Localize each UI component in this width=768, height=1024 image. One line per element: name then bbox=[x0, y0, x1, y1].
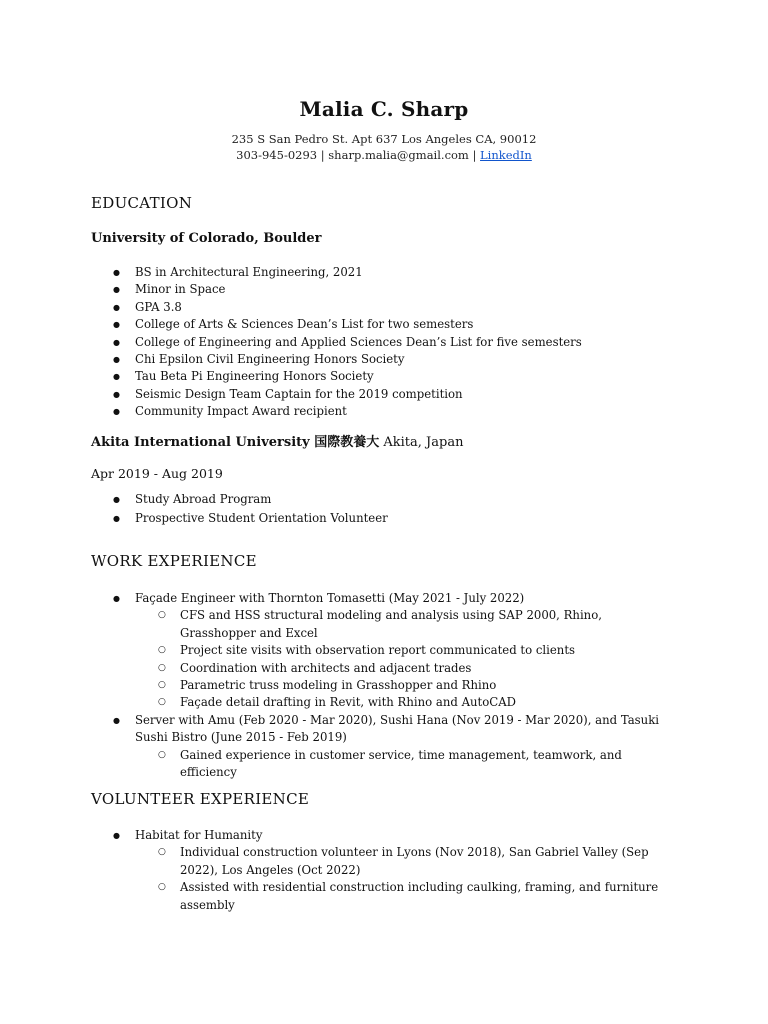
work-heading: WORK EXPERIENCE bbox=[91, 552, 257, 570]
list-item: ● BS in Architectural Engineering, 2021 bbox=[135, 264, 695, 281]
colorado-list bbox=[135, 264, 695, 421]
school-colorado-name: University of Colorado, Boulder bbox=[91, 231, 322, 246]
akita-dates: Apr 2019 - Aug 2019 bbox=[91, 466, 223, 481]
volunteer-title: Habitat for Humanity bbox=[135, 828, 263, 842]
list-item: ● GPA 3.8 bbox=[135, 299, 695, 316]
volunteer-list bbox=[135, 827, 695, 914]
list-item: ● Tau Beta Pi Engineering Honors Society bbox=[135, 368, 695, 385]
school-akita-jp: 国際教養大 bbox=[309, 435, 380, 450]
list-item: ○ Individual construction volunteer in Lyons (Nov 2018), San Gabriel Valley (Sep 2022), Los Angeles (Oct 2022) bbox=[180, 844, 680, 879]
job-title: Façade Engineer with Thornton Tomasetti (May 2021 - July 2022) bbox=[135, 591, 525, 605]
job-item bbox=[135, 590, 695, 712]
school-akita-name: Akita International University bbox=[91, 435, 310, 450]
list-item: ● Community Impact Award recipient bbox=[135, 403, 695, 420]
volunteer-heading: VOLUNTEER EXPERIENCE bbox=[91, 790, 310, 808]
volunteer-details bbox=[180, 844, 695, 914]
list-item: ○ Façade detail drafting in Revit, with Rhino and AutoCAD bbox=[180, 694, 680, 711]
list-item: ● College of Engineering and Applied Sciences Dean’s List for five semesters bbox=[135, 334, 695, 351]
list-item: ● College of Arts & Sciences Dean’s List for two semesters bbox=[135, 316, 695, 333]
education-heading: EDUCATION bbox=[91, 194, 193, 212]
job-title: Server with Amu (Feb 2020 - Mar 2020), Sushi Hana (Nov 2019 - Mar 2020), and Tasuki Sushi Bistro (June 2015 - Feb 2019) bbox=[135, 712, 660, 745]
school-colorado bbox=[91, 231, 322, 246]
list-item: ● Study Abroad Program bbox=[135, 491, 695, 508]
list-item: ● Chi Epsilon Civil Engineering Honors Society bbox=[135, 351, 695, 368]
volunteer-item bbox=[135, 827, 695, 914]
list-item: ○ Assisted with residential construction including caulking, framing, and furniture assembly bbox=[180, 879, 680, 914]
job-details bbox=[180, 607, 695, 711]
list-item: ○ Parametric truss modeling in Grasshopper and Rhino bbox=[180, 677, 680, 694]
list-item: ● Minor in Space bbox=[135, 281, 695, 298]
work-list bbox=[135, 590, 695, 781]
list-item: ● Prospective Student Orientation Volunteer bbox=[135, 510, 695, 527]
school-akita bbox=[91, 431, 463, 450]
list-item: ○ Gained experience in customer service, time management, teamwork, and efficiency bbox=[180, 747, 680, 782]
list-item: ● Seismic Design Team Captain for the 2019 competition bbox=[135, 386, 695, 403]
list-item: ○ Coordination with architects and adjacent trades bbox=[180, 660, 680, 677]
address-line: 235 S San Pedro St. Apt 637 Los Angeles CA, 90012 bbox=[231, 132, 537, 146]
list-item: ○ Project site visits with observation report communicated to clients bbox=[180, 642, 680, 659]
akita-list bbox=[135, 491, 695, 528]
list-item: ○ CFS and HSS structural modeling and analysis using SAP 2000, Rhino, Grasshopper and Excel bbox=[180, 607, 680, 642]
job-details bbox=[180, 747, 695, 782]
job-item bbox=[135, 712, 695, 782]
phone-email: 303-945-0293 | sharp.malia@gmail.com | bbox=[236, 148, 481, 162]
linkedin-link[interactable]: LinkedIn bbox=[480, 148, 532, 162]
school-akita-location: Akita, Japan bbox=[379, 435, 464, 450]
contact-line bbox=[0, 147, 768, 163]
resume-name: Malia C. Sharp bbox=[299, 97, 469, 121]
